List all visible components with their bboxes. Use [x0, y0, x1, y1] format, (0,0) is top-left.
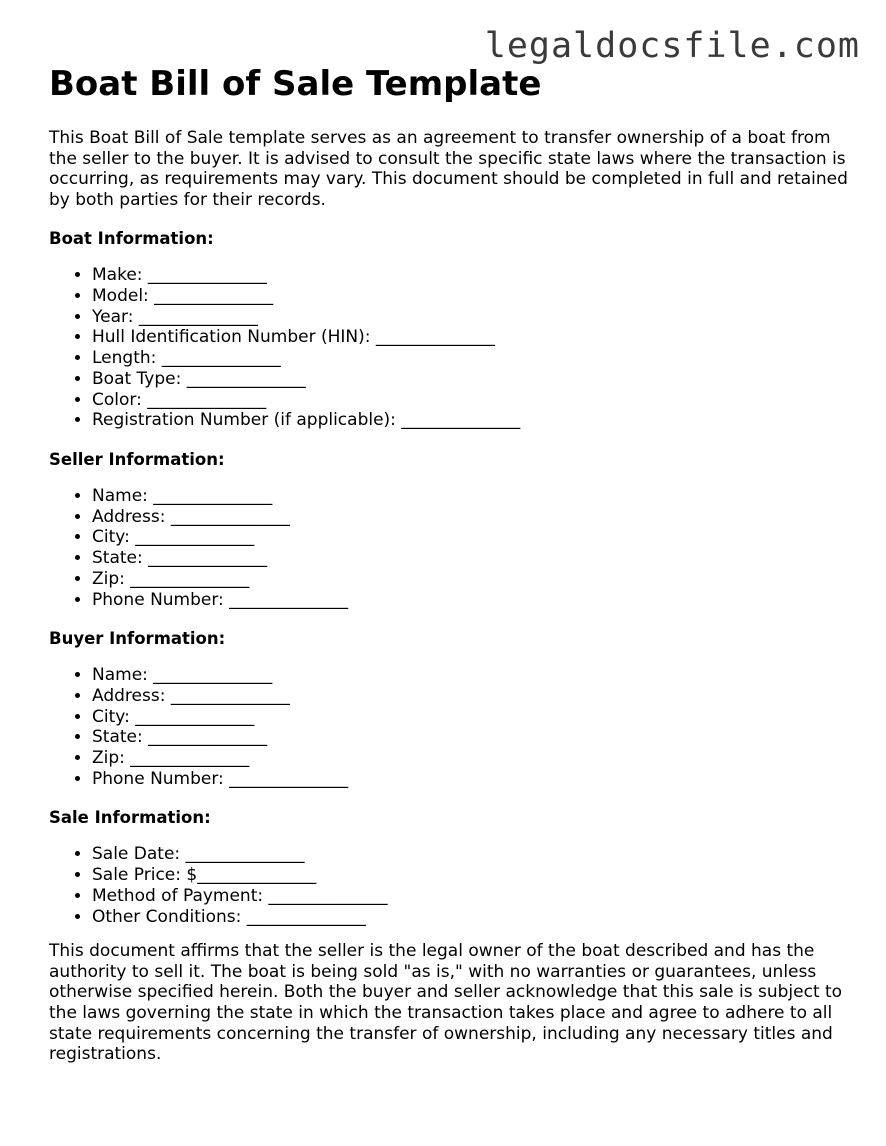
- list-item: • Color: ______________: [92, 390, 849, 411]
- list-item: • Zip: ______________: [92, 569, 849, 590]
- buyer-info-list: [49, 665, 849, 789]
- list-item: • Address: ______________: [92, 686, 849, 707]
- document: [49, 62, 849, 1065]
- list-item: • Phone Number: ______________: [92, 590, 849, 611]
- list-item: • Sale Price: $______________: [92, 865, 849, 886]
- buyer-info-heading: Buyer Information:: [49, 629, 226, 649]
- boat-info-heading: Boat Information:: [49, 229, 214, 249]
- list-item: • Year: ______________: [92, 307, 849, 328]
- list-item: • Hull Identification Number (HIN): ______________: [92, 327, 849, 348]
- list-item: • City: ______________: [92, 527, 849, 548]
- list-item: • Zip: ______________: [92, 748, 849, 769]
- list-item: • Address: ______________: [92, 507, 849, 528]
- list-item: • City: ______________: [92, 707, 849, 728]
- list-item: • State: ______________: [92, 727, 849, 748]
- seller-info-heading: Seller Information:: [49, 450, 225, 469]
- list-item: • Make: ______________: [92, 265, 849, 286]
- seller-info-list: [49, 486, 849, 610]
- sale-info-list: [49, 844, 849, 927]
- closing-paragraph: This document affirms that the seller is the legal owner of the boat described and has the authority to sell it. The boat is being sold "as is," with no warranties or guarantees, unless otherwise specified herein. Both the buyer and seller acknowledge that this sale is subject to the laws governing the state in which the transaction takes place and agree to adhere to all state requirements concerning the transfer of ownership, including any necessary titles and registrations.: [49, 941, 843, 1065]
- boat-info-list: [49, 265, 849, 431]
- intro-paragraph: This Boat Bill of Sale template serves as an agreement to transfer ownership of a boat from the seller to the buyer. It is advised to consult the specific state laws where the transaction is occurring, as requirements may vary. This document should be completed in full and retained by both parties for their records.: [49, 128, 848, 210]
- list-item: • Name: ______________: [92, 665, 849, 686]
- page-title: Boat Bill of Sale Template: [49, 64, 542, 104]
- list-item: • Name: ______________: [92, 486, 849, 507]
- list-item: • Method of Payment: ______________: [92, 886, 849, 907]
- list-item: • Boat Type: ______________: [92, 369, 849, 390]
- list-item: • Other Conditions: ______________: [92, 907, 849, 928]
- list-item: • Sale Date: ______________: [92, 844, 849, 865]
- list-item: • Phone Number: ______________: [92, 769, 849, 790]
- list-item: • Model: ______________: [92, 286, 849, 307]
- list-item: • Registration Number (if applicable): ______________: [92, 410, 849, 431]
- list-item: • Length: ______________: [92, 348, 849, 369]
- watermark: legaldocsfile.com: [484, 26, 860, 66]
- list-item: • State: ______________: [92, 548, 849, 569]
- sale-info-heading: Sale Information:: [49, 808, 211, 828]
